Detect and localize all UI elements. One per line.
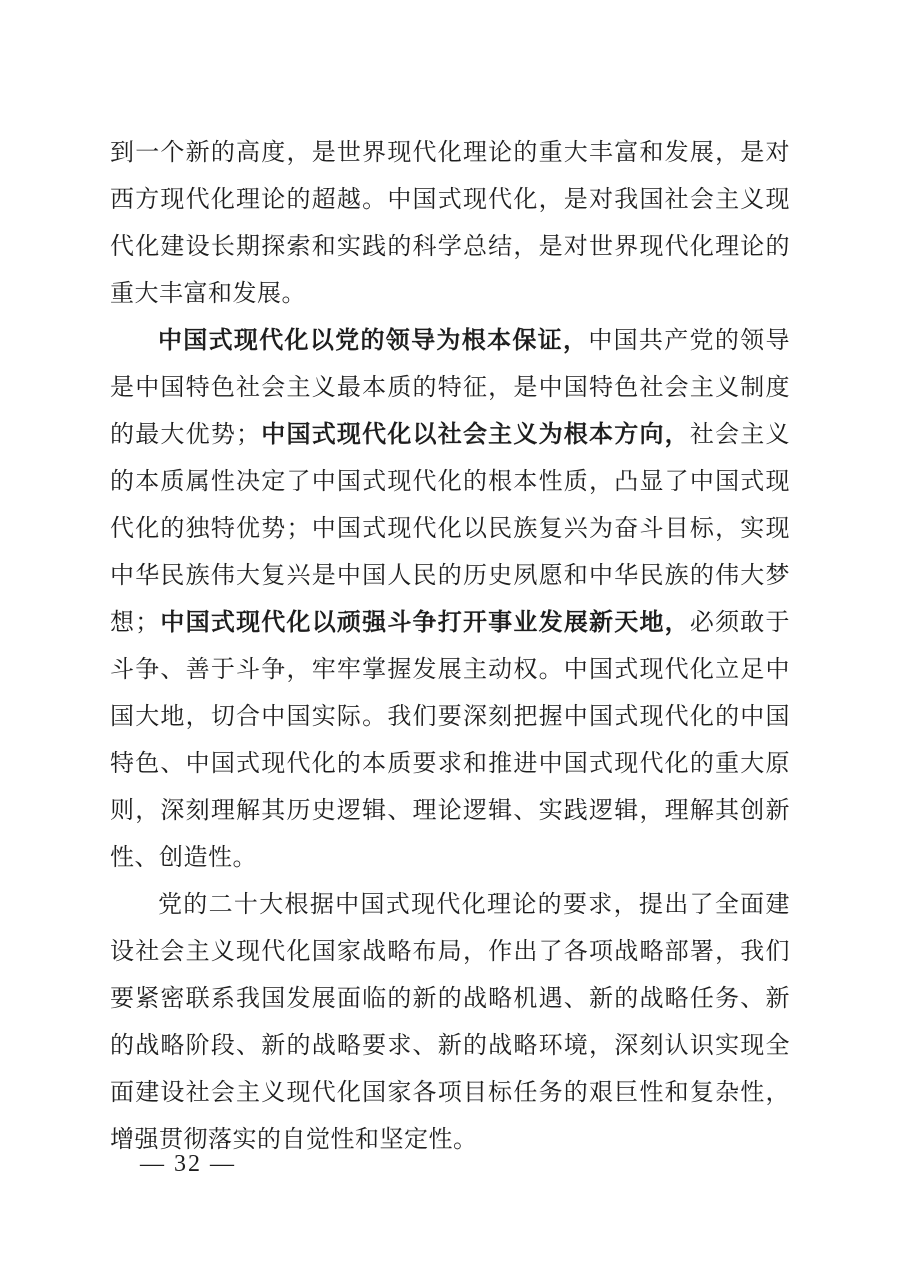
paragraph xyxy=(110,882,790,1164)
emphasis-text-run: 中国式现代化以顽强斗争打开事业发展新天地， xyxy=(159,610,690,636)
page-body-text xyxy=(110,130,790,1164)
emphasis-text-run: 中国式现代化以社会主义为根本方向， xyxy=(260,422,690,448)
emphasis-text-run: 中国式现代化以党的领导为根本保证， xyxy=(158,328,589,354)
text-run: 中国共产党的领导是中国特色社会主义最本质的特征，是中国特色社会主义制度的最大优势； xyxy=(110,328,790,448)
page-footer xyxy=(140,1141,236,1188)
paragraph xyxy=(110,318,790,882)
paragraph xyxy=(110,130,790,318)
text-run: 党的二十大根据中国式现代化理论的要求，提出了全面建设社会主义现代化国家战略布局，作出了各项战略部署，我们要紧密联系我国发展面临的新的战略机遇、新的战略任务、新的战略阶段、新的战略要求、新的战略环境，深刻认识实现全面建设社会主义现代化国家各项目标任务的艰巨性和复杂性，增强贯彻落实的自觉性和坚定性。 xyxy=(110,892,790,1153)
page-number: — 32 — xyxy=(140,1151,236,1177)
text-run: 到一个新的高度，是世界现代化理论的重大丰富和发展，是对西方现代化理论的超越。中国式现代化，是对我国社会主义现代化建设长期探索和实践的科学总结，是对世界现代化理论的重大丰富和发展。 xyxy=(110,140,790,307)
text-run: 必须敢于斗争、善于斗争，牢牢掌握发展主动权。中国式现代化立足中国大地，切合中国实际。我们要深刻把握中国式现代化的中国特色、中国式现代化的本质要求和推进中国式现代化的重大原则，深刻理解其历史逻辑、理论逻辑、实践逻辑，理解其创新性、创造性。 xyxy=(110,610,791,871)
text-run: 社会主义的本质属性决定了中国式现代化的根本性质，凸显了中国式现代化的独特优势；中国式现代化以民族复兴为奋斗目标，实现中华民族伟大复兴是中国人民的历史夙愿和中华民族的伟大梦想； xyxy=(110,422,791,636)
